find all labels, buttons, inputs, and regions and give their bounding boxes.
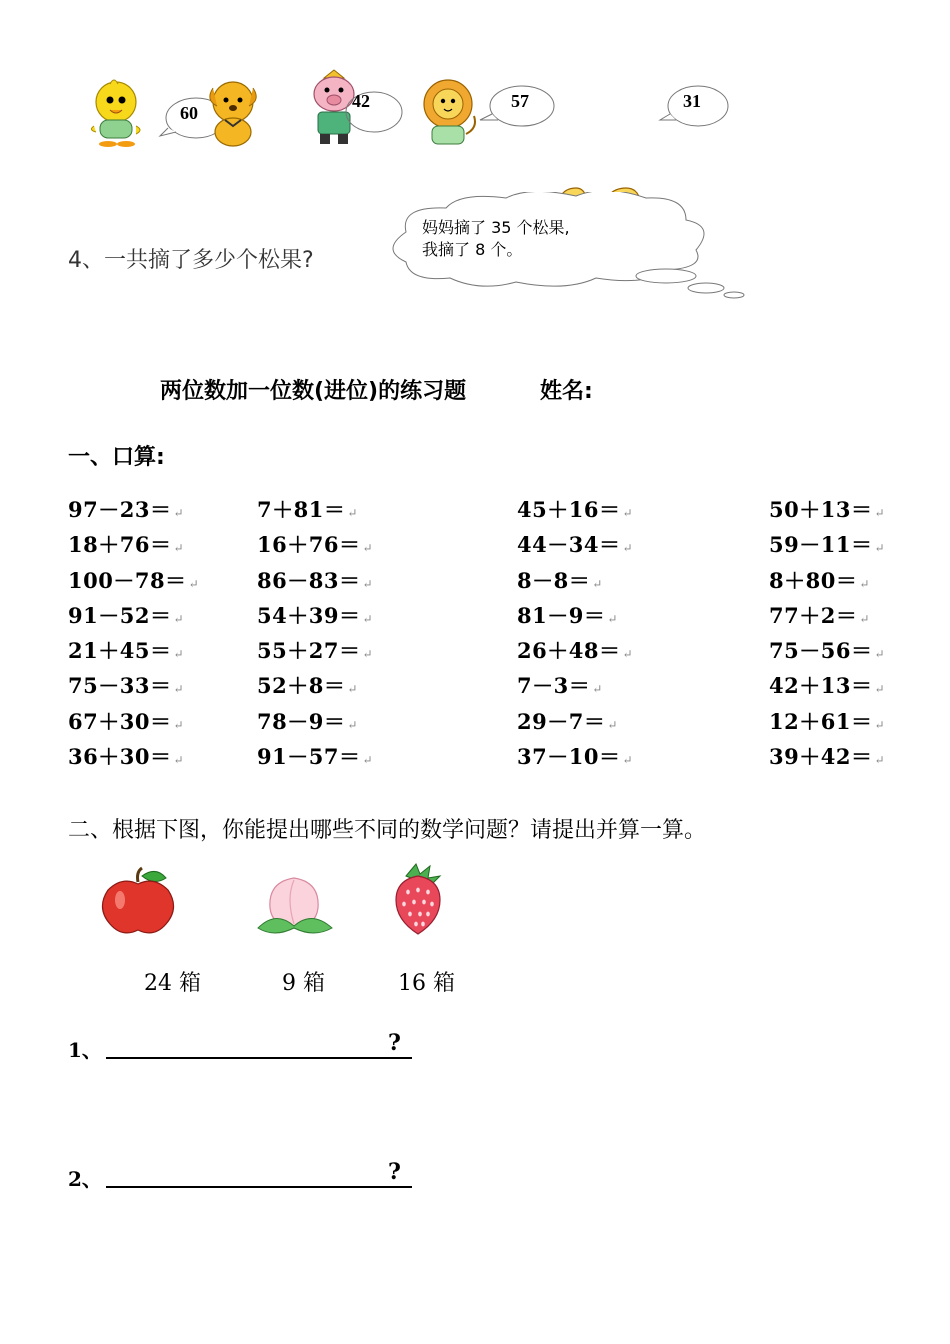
- peach-icon: [256, 872, 334, 936]
- arithmetic-item: 77＋2＝ ↵: [769, 602, 870, 628]
- arithmetic-item: 67＋30＝ ↵: [68, 708, 185, 734]
- question-4: 4、一共摘了多少个松果?: [68, 248, 314, 273]
- arithmetic-item: 50＋13＝ ↵: [769, 497, 886, 522]
- arithmetic-item: 91－52＝ ↵: [68, 602, 185, 628]
- arithmetic-item: 91－57＝ ↵: [257, 744, 374, 770]
- lion-icon: [418, 78, 480, 150]
- page-title: 两位数加一位数(进位)的练习题: [160, 379, 467, 404]
- question-mark: ?: [388, 1159, 401, 1185]
- bubble-number: 60: [180, 103, 198, 123]
- arithmetic-item: 81－9＝ ↵: [517, 602, 618, 628]
- arithmetic-item: 29－7＝ ↵: [517, 708, 618, 734]
- arithmetic-item: 100－78＝ ↵: [68, 567, 200, 593]
- fruit-quantity: 16 箱: [398, 971, 455, 996]
- arithmetic-item: 18＋76＝ ↵: [68, 532, 185, 558]
- speech-bubble-icon: [336, 86, 406, 142]
- strawberry-icon: [390, 862, 448, 936]
- arithmetic-item: 52＋8＝ ↵: [257, 673, 358, 699]
- cloud-line-1: 妈妈摘了 35 个松果,: [422, 218, 570, 237]
- arithmetic-item: 7－3＝ ↵: [517, 673, 603, 699]
- arithmetic-grid: [0, 494, 950, 774]
- arithmetic-item: 78－9＝ ↵: [257, 708, 358, 734]
- question-number: 1、: [68, 1038, 102, 1062]
- apple-icon: [100, 866, 178, 938]
- question-number: 2、: [68, 1167, 102, 1191]
- bubble-number: 57: [511, 91, 529, 111]
- arithmetic-item: 44－34＝ ↵: [517, 532, 634, 558]
- arithmetic-item: 8＋80＝ ↵: [769, 567, 870, 593]
- arithmetic-item: 37－10＝ ↵: [517, 744, 634, 770]
- arithmetic-column: [769, 494, 885, 776]
- bubble-number: 42: [352, 91, 370, 111]
- dog-icon: [205, 74, 261, 150]
- arithmetic-item: 21＋45＝ ↵: [68, 638, 185, 664]
- section-2-heading: 二、根据下图，你能提出哪些不同的数学问题？请提出并算一算。: [68, 818, 707, 843]
- section-1-heading: 一、口算:: [68, 445, 165, 470]
- animal-row: [0, 0, 950, 160]
- arithmetic-column: [68, 494, 199, 776]
- arithmetic-item: 75－33＝ ↵: [68, 673, 185, 699]
- chick-icon: [88, 78, 146, 150]
- name-label: 姓名:: [540, 379, 593, 404]
- arithmetic-item: 59－11＝ ↵: [769, 532, 886, 558]
- fruit-quantity: 24 箱: [144, 971, 201, 996]
- arithmetic-item: 97－23＝ ↵: [68, 497, 185, 522]
- arithmetic-item: 7＋81＝ ↵: [257, 497, 358, 522]
- arithmetic-item: 8－8＝ ↵: [517, 567, 603, 593]
- arithmetic-column: [257, 494, 373, 776]
- arithmetic-item: 75－56＝ ↵: [769, 638, 886, 664]
- bubble-number: 31: [683, 91, 701, 111]
- answer-line[interactable]: [106, 1164, 412, 1188]
- arithmetic-item: 55＋27＝ ↵: [257, 638, 374, 664]
- question-mark: ?: [388, 1030, 401, 1056]
- fruit-quantity: 9 箱: [282, 971, 325, 996]
- answer-line[interactable]: [106, 1035, 412, 1059]
- arithmetic-item: 42＋13＝ ↵: [769, 673, 886, 699]
- arithmetic-item: 54＋39＝ ↵: [257, 602, 374, 628]
- arithmetic-item: 86－83＝ ↵: [257, 567, 374, 593]
- arithmetic-item: 39＋42＝ ↵: [769, 744, 886, 770]
- arithmetic-item: 45＋16＝ ↵: [517, 497, 634, 522]
- arithmetic-item: 12＋61＝ ↵: [769, 708, 886, 734]
- arithmetic-item: 36＋30＝ ↵: [68, 744, 185, 770]
- arithmetic-column: [517, 494, 633, 776]
- arithmetic-item: 16＋76＝ ↵: [257, 532, 374, 558]
- arithmetic-item: 26＋48＝ ↵: [517, 638, 634, 664]
- cloud-line-2: 我摘了 8 个。: [422, 240, 523, 259]
